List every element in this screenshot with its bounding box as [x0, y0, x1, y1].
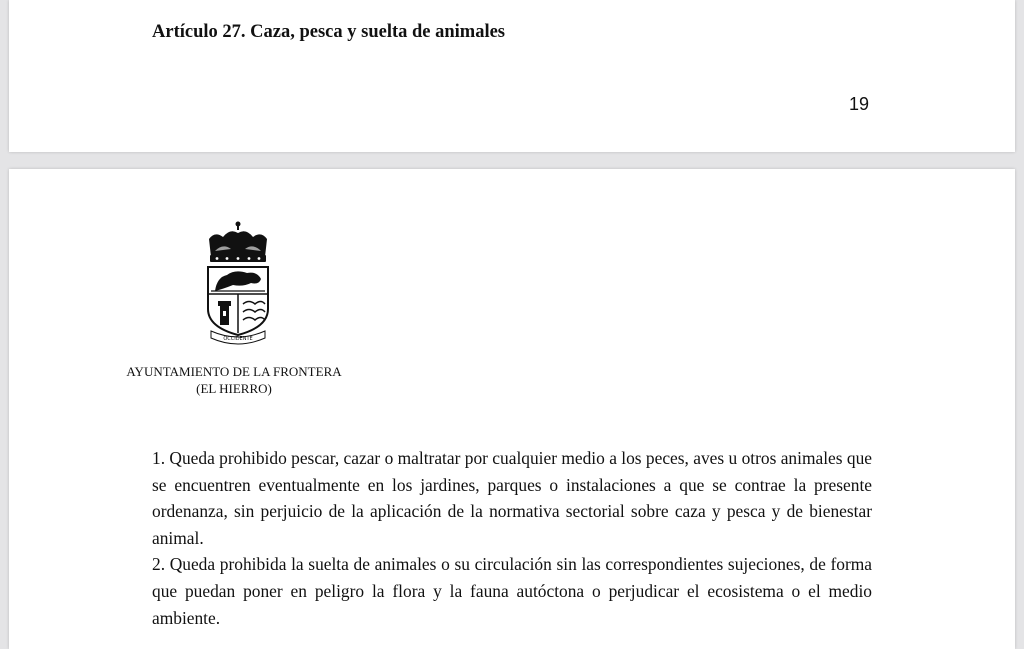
- paragraph-1: 1. Queda prohibido pescar, cazar o maltratar por cualquier medio a los peces, aves u otros animales que se encuentren eventualmente en los jardines, parques o instalaciones a que se contrae la presente ordenanza, sin perjuicio de la aplicación de la normativa sectorial sobre caza y pesca y de bienestar animal.: [152, 448, 872, 548]
- coat-of-arms-icon: [203, 219, 273, 347]
- municipality-header: [104, 363, 364, 397]
- previous-page: [9, 0, 1015, 152]
- page-number: 19: [849, 94, 870, 114]
- org-location: (EL HIERRO): [196, 381, 272, 396]
- article-body: [152, 445, 872, 631]
- paragraph-2: 2. Queda prohibida la suelta de animales o su circulación sin las correspondientes sujeciones, de forma que puedan poner en peligro la flora y la fauna autóctona o perjudicar el ecosistema o el medio ambiente.: [152, 554, 872, 628]
- banner-text: OCCIDENTE: [223, 336, 253, 342]
- org-name: AYUNTAMIENTO DE LA FRONTERA: [126, 364, 342, 379]
- article-title: Artículo 27. Caza, pesca y suelta de animales: [152, 22, 506, 42]
- current-page: [9, 169, 1015, 649]
